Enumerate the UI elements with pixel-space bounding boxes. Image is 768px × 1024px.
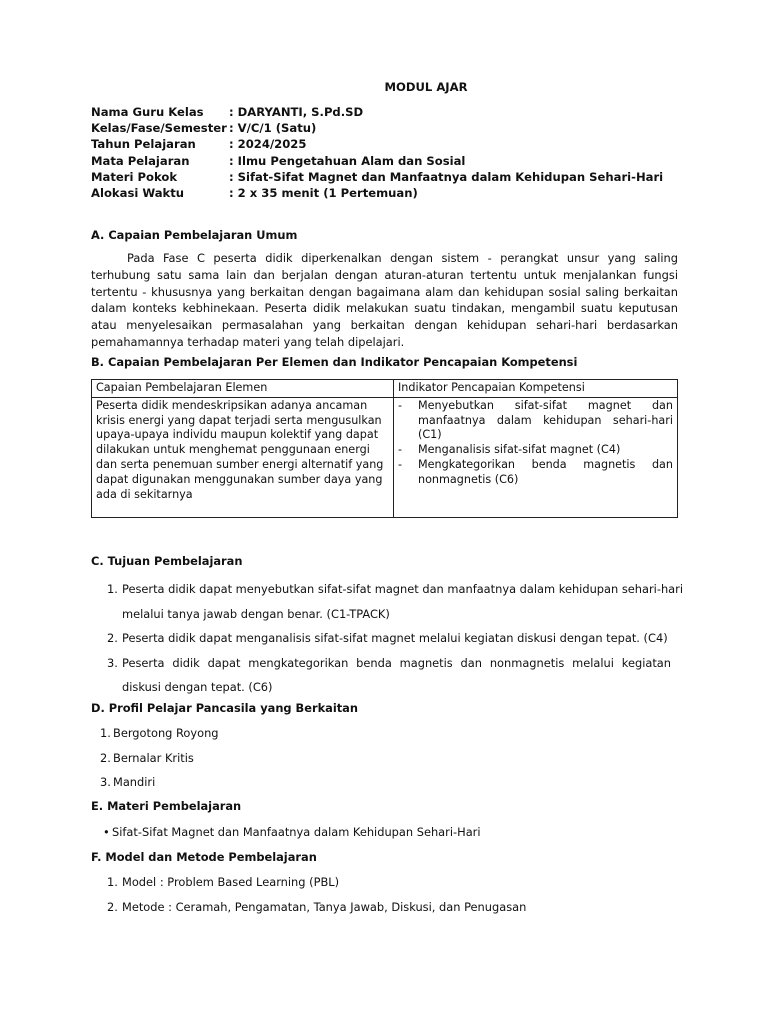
table-cell-elemen: Peserta didik mendeskripsikan adanya ancaman krisis energi yang dapat terjadi serta mengusulkan upaya-upaya individu maupun kolektif yang dapat dilakukan untuk menghemat penggunaan energi dan serta penemuan sumber energi alternatif yang dapat digunakan menggunakan sumber daya yang ada di sekitarnya: [92, 397, 394, 517]
list-item: [91, 626, 671, 651]
info-row: [91, 104, 663, 120]
profile-list: [91, 721, 680, 795]
list-item: [103, 820, 683, 845]
info-value: : V/C/1 (Satu): [229, 121, 317, 136]
table-row: [92, 397, 678, 517]
indicator-text: Menyebutkan sifat-sifat magnet dan manfaatnya dalam kehidupan sehari-hari (C1): [418, 398, 673, 442]
indicator-list: [398, 399, 673, 488]
profile-text: Bergotong Royong: [113, 726, 219, 740]
info-key: Tahun Pelajaran: [91, 137, 196, 152]
profile-text: Mandiri: [113, 775, 156, 789]
model-method-list: [91, 870, 687, 919]
competency-table: [91, 379, 678, 518]
model-text: Model : Problem Based Learning (PBL): [122, 875, 340, 889]
list-item: [398, 443, 673, 458]
section-d-heading: D. Profil Pelajar Pancasila yang Berkaitan: [91, 701, 358, 715]
dash-marker: -: [398, 457, 403, 471]
info-key: Mata Pelajaran: [91, 153, 190, 168]
info-row: [91, 169, 663, 185]
dash-marker: -: [398, 443, 403, 457]
table-header-elemen: Capaian Pembelajaran Elemen: [92, 380, 394, 398]
list-number: 1.: [107, 875, 118, 889]
info-key: Kelas/Fase/Semester: [91, 121, 227, 136]
section-a-heading: A. Capaian Pembelajaran Umum: [91, 228, 298, 242]
list-item: [91, 651, 671, 700]
objective-line: Peserta didik dapat menyebutkan sifat-sifat magnet dan manfaatnya dalam kehidupan sehari-hari: [122, 582, 683, 596]
info-row: [91, 153, 663, 169]
list-number: 2.: [100, 750, 111, 765]
info-value: : Sifat-Sifat Magnet dan Manfaatnya dalam Kehidupan Sehari-Hari: [229, 169, 664, 184]
list-number: 1.: [100, 726, 111, 740]
info-row: [91, 185, 663, 201]
info-row: [91, 120, 663, 136]
objective-line: Peserta didik dapat mengkategorikan benda magnetis dan nonmagnetis melalui kegiatan: [122, 655, 671, 670]
section-a-paragraph: [91, 250, 678, 351]
section-e-heading: E. Materi Pembelajaran: [91, 799, 242, 813]
info-key: Materi Pokok: [91, 169, 178, 184]
dash-marker: -: [398, 398, 403, 412]
info-row: [91, 136, 663, 152]
info-value: : 2024/2025: [229, 137, 307, 152]
section-a-text: Pada Fase C peserta didik diperkenalkan dengan sistem - perangkat unsur yang saling terhubung satu sama lain dan berjalan dengan aturan-aturan tertentu untuk menjalankan fungsi tertentu - khususnya yang berkaitan dengan bagaimana alam dan kehidupan sosial saling berkaitan dalam konteks kebhinekaan. Peserta didik melakukan suatu tindakan, mengambil suatu keputusan atau menyelesaikan permasalahan yang berkaitan dengan kehidupan sehari-hari berdasarkan pemahamannya terhadap materi yang telah dipelajari.: [91, 251, 678, 349]
list-number: 2.: [107, 899, 118, 914]
info-value: : 2 x 35 menit (1 Pertemuan): [229, 185, 418, 200]
info-key: Alokasi Waktu: [91, 185, 185, 200]
section-c-heading: C. Tujuan Pembelajaran: [91, 554, 243, 568]
info-key: Nama Guru Kelas: [91, 105, 204, 119]
section-b-heading: B. Capaian Pembelajaran Per Elemen dan Indikator Pencapaian Kompetensi: [91, 355, 578, 369]
document-title: MODUL AJAR: [384, 80, 468, 94]
indicator-text: Menganalisis sifat-sifat magnet (C4): [418, 443, 621, 457]
section-f-heading: F. Model dan Metode Pembelajaran: [91, 850, 317, 864]
objectives-list: [91, 577, 683, 700]
list-item: [107, 870, 687, 895]
objective-line: melalui tanya jawab dengan benar. (C1-TPACK): [122, 606, 390, 621]
material-list: [91, 820, 683, 845]
list-item: [100, 721, 680, 746]
list-number: 2.: [107, 631, 118, 645]
identity-block: [91, 104, 663, 201]
list-item: [91, 577, 683, 626]
table-cell-indikator: [394, 397, 678, 517]
list-item: [100, 746, 680, 771]
method-text: Metode : Ceramah, Pengamatan, Tanya Jawab, Diskusi, dan Penugasan: [122, 899, 527, 914]
objective-line: Peserta didik dapat menganalisis sifat-sifat magnet melalui kegiatan diskusi dengan tepat. (C4): [122, 631, 668, 645]
list-number: 1.: [107, 582, 118, 596]
list-item: [100, 770, 680, 795]
list-item: [398, 458, 673, 488]
objective-line: diskusi dengan tepat. (C6): [122, 680, 273, 694]
info-value: : Ilmu Pengetahuan Alam dan Sosial: [229, 153, 466, 168]
bullet-marker: •: [103, 825, 110, 839]
list-item: [107, 895, 687, 920]
table-header-row: [92, 380, 678, 398]
info-value: : DARYANTI, S.Pd.SD: [229, 105, 364, 119]
list-number: 3.: [100, 775, 111, 789]
indicator-text: Mengkategorikan benda magnetis dan nonmagnetis (C6): [418, 457, 673, 486]
list-number: 3.: [107, 655, 118, 670]
material-text: Sifat-Sifat Magnet dan Manfaatnya dalam Kehidupan Sehari-Hari: [112, 825, 481, 839]
list-item: [398, 399, 673, 443]
profile-text: Bernalar Kritis: [113, 750, 194, 765]
table-header-indikator: Indikator Pencapaian Kompetensi: [394, 380, 678, 398]
